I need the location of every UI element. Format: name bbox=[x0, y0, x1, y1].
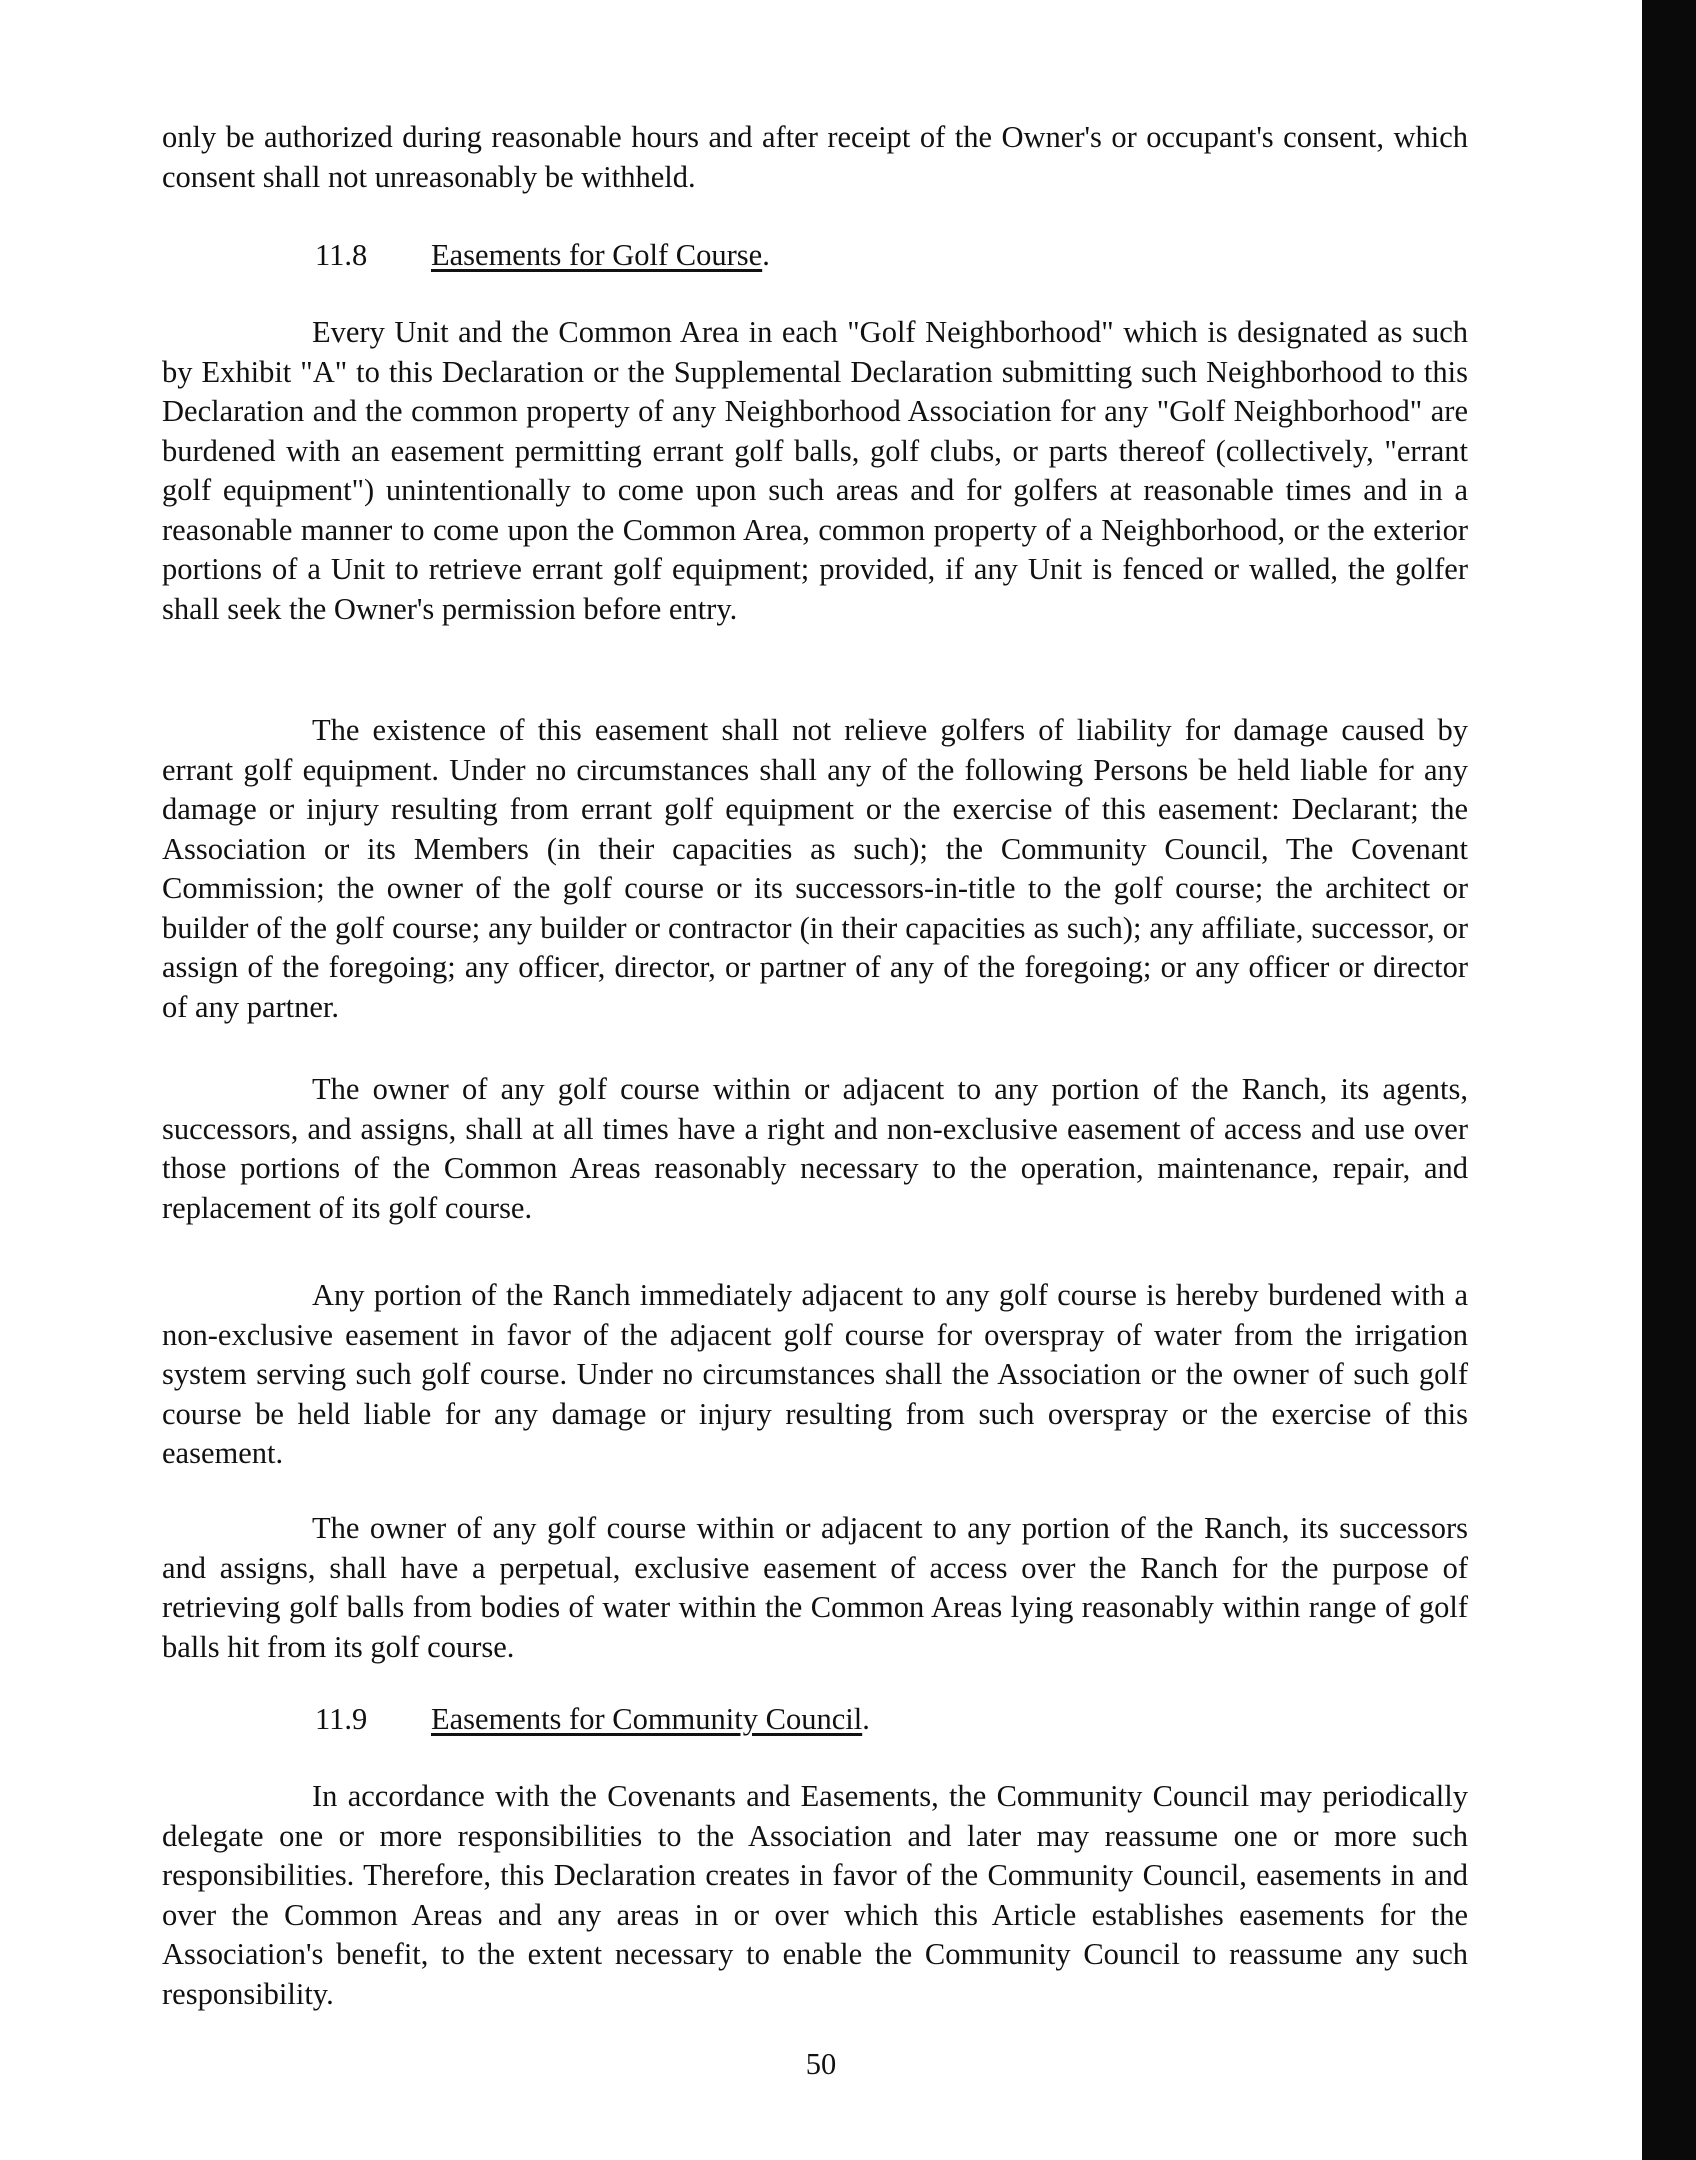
section-number: 11.9 bbox=[315, 1702, 368, 1736]
section-title: Easements for Community Council bbox=[431, 1702, 863, 1736]
section-11-8-paragraph: The owner of any golf course within or adjacent to any portion of the Ranch, its successors and assigns, shall have a perpetual, exclusive easement of access over the Ranch for the purpose of retrieving golf balls from bodies of water within the Common Areas lying reasonably within range of golf balls hit from its golf course. bbox=[162, 1511, 1468, 1664]
opening-paragraph: only be authorized during reasonable hours and after receipt of the Owner's or occupant's consent, which consent shall not unreasonably be withheld. bbox=[162, 120, 1468, 194]
heading-period: . bbox=[762, 238, 770, 272]
heading-period: . bbox=[862, 1702, 870, 1736]
section-11-8-paragraph: The existence of this easement shall not relieve golfers of liability for damage caused by errant golf equipment. Under no circumstances shall any of the following Persons be held liable for any damage or injury resulting from errant golf equipment or the exercise of this easement: Declarant; the Association or its Members (in their capacities as such); the Community Council, The Covenant Commission; the owner of the golf course or its successors-in-title to the golf course; the architect or builder of the golf course; any builder or contractor (in their capacities as such); any affiliate, successor, or assign of the foregoing; any officer, director, or partner of any of the foregoing; or any officer or director of any partner. bbox=[162, 713, 1468, 1024]
section-11-8-heading bbox=[315, 236, 770, 276]
section-11-8-paragraph: Any portion of the Ranch immediately adjacent to any golf course is hereby burdened with a non-exclusive easement in favor of the adjacent golf course for overspray of water from the irrigation system serving such golf course. Under no circumstances shall the Association or the owner of such golf course be held liable for any damage or injury resulting from such overspray or the exercise of this easement. bbox=[162, 1278, 1468, 1470]
page-number: 50 bbox=[805, 2047, 837, 2081]
section-11-9-heading bbox=[315, 1700, 870, 1740]
section-number: 11.8 bbox=[315, 238, 368, 272]
section-title: Easements for Golf Course bbox=[431, 238, 763, 272]
section-11-8-paragraph: Every Unit and the Common Area in each "Golf Neighborhood" which is designated as such by Exhibit "A" to this Declaration or the Supplemental Declaration submitting such Neighborhood to this Declaration and the common property of any Neighborhood Association for any "Golf Neighborhood" are burdened with an easement permitting errant golf balls, golf clubs, or parts thereof (collectively, "errant golf equipment") unintentionally to come upon such areas and for golfers at reasonable times and in a reasonable manner to come upon the Common Area, common property of a Neighborhood, or the exterior portions of a Unit to retrieve errant golf equipment; provided, if any Unit is fenced or walled, the golfer shall seek the Owner's permission before entry. bbox=[162, 315, 1468, 626]
section-11-9-paragraph: In accordance with the Covenants and Easements, the Community Council may periodically delegate one or more responsibilities to the Association and later may reassume one or more such responsibilities. Therefore, this Declaration creates in favor of the Community Council, easements in and over the Common Areas and any areas in or over which this Article establishes easements for the Association's benefit, to the extent necessary to enable the Community Council to reassume any such responsibility. bbox=[162, 1779, 1468, 2011]
scan-border-edge bbox=[1642, 0, 1696, 2160]
section-11-8-paragraph: The owner of any golf course within or adjacent to any portion of the Ranch, its agents, successors, and assigns, shall at all times have a right and non-exclusive easement of access and use over those portions of the Common Areas reasonably necessary to the operation, maintenance, repair, and replacement of its golf course. bbox=[162, 1072, 1468, 1225]
